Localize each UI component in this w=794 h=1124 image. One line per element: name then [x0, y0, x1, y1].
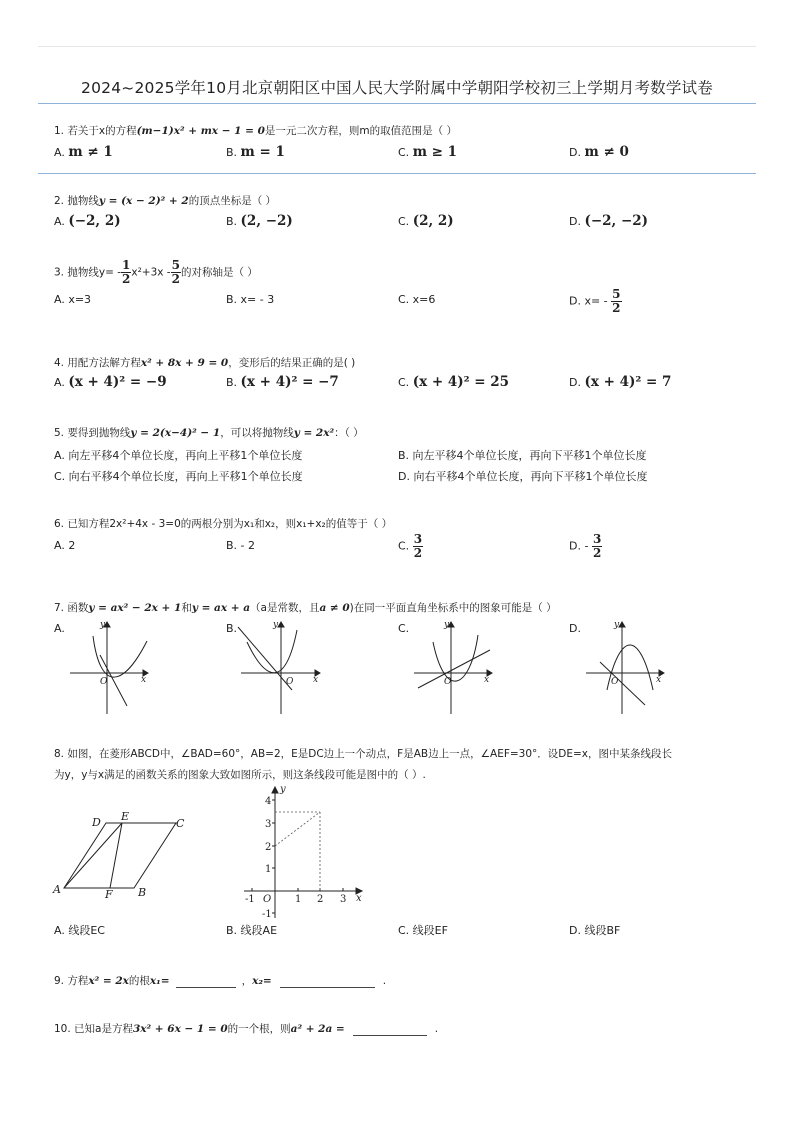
q8-tick-y3: 3: [265, 819, 272, 830]
q7-option-d[interactable]: D.: [569, 622, 581, 635]
q8-tick-x1: 1: [295, 894, 302, 905]
q2-option-b[interactable]: B. (2, −2): [226, 213, 293, 229]
q3-option-a[interactable]: A. x=3: [54, 293, 92, 306]
q4-option-c[interactable]: C. (x + 4)² = 25: [398, 374, 510, 390]
q8-label-f: F: [105, 888, 113, 901]
q1-option-c[interactable]: C. m ≥ 1: [398, 144, 458, 160]
q5-option-a[interactable]: A. 向左平移4个单位长度，再向上平移1个单位长度: [54, 449, 303, 462]
q8-graph-y-label: y: [280, 784, 286, 795]
q7b-origin: O: [286, 677, 294, 687]
q2-option-d[interactable]: D. (−2, −2): [569, 213, 649, 229]
q4-option-d[interactable]: D. (x + 4)² = 7: [569, 374, 672, 390]
question-7: 7. 函数y = ax² − 2x + 1和y = ax + a（a是常数，且a ≠ 0)在同一平面直角坐标系中的图象可能是（ ）: [54, 602, 557, 614]
q8-option-a[interactable]: A. 线段EC: [54, 924, 105, 937]
q7c-origin: O: [444, 677, 452, 687]
q7-option-a[interactable]: A.: [54, 622, 65, 635]
q10-blank[interactable]: [353, 1025, 427, 1036]
q8-label-c: C: [176, 817, 185, 830]
q8-rhombus: [64, 823, 176, 888]
q7b-y-label: y: [273, 620, 279, 630]
q8-tick-y1: 1: [265, 864, 272, 875]
q2-option-a[interactable]: A. (−2, 2): [54, 213, 121, 229]
q4-option-a[interactable]: A. (x + 4)² = −9: [54, 374, 167, 390]
q7b-x-label: x: [313, 675, 319, 685]
q8-tick-x2: 2: [317, 894, 324, 905]
q2-option-c[interactable]: C. (2, 2): [398, 213, 454, 229]
q8-label-d: D: [92, 816, 101, 829]
q8-label-a: A: [53, 883, 61, 896]
question-1: 1. 若关于x的方程(m−1)x² + mx − 1 = 0是一元二次方程，则m的取值范围是（ ）: [54, 125, 457, 137]
q5-option-b[interactable]: B. 向左平移4个单位长度，再向下平移1个单位长度: [398, 449, 647, 462]
q5-option-d[interactable]: D. 向右平移4个单位长度，再向下平移1个单位长度: [398, 470, 648, 483]
question-8-line-1: 8. 如图，在菱形ABCD中，∠BAD=60°，AB=2，E是DC边上一个动点，F是AB边上一点，∠AEF=30°．设DE=x，图中某条线段长: [54, 748, 673, 760]
q7c-x-label: x: [484, 675, 490, 685]
q7d-origin: O: [611, 677, 619, 687]
q8-tick-x3: 3: [340, 894, 347, 905]
q9-blank-2[interactable]: [280, 977, 375, 988]
q7-option-b[interactable]: B.: [226, 622, 238, 635]
q7a-x-label: x: [141, 675, 147, 685]
q3-option-d[interactable]: D. x= - $\frac{5}{2}$: [569, 287, 621, 315]
q4-option-b[interactable]: B. (x + 4)² = −7: [226, 374, 339, 390]
q7c-y-label: y: [444, 620, 450, 630]
page-title: 2024~2025学年10月北京朝阳区中国人民大学附属中学朝阳学校初三上学期月考数学试卷: [81, 79, 713, 97]
question-6: 6. 已知方程2x²+4x - 3=0的两根分别为x₁和x₂，则x₁+x₂的值等于（ ）: [54, 518, 393, 530]
q8-tick-x-neg1: -1: [245, 894, 255, 905]
q8-tick-y-neg1: -1: [262, 909, 272, 920]
question-4: 4. 用配方法解方程x² + 8x + 9 = 0，变形后的结果正确的是( ): [54, 357, 356, 369]
q8-option-d[interactable]: D. 线段BF: [569, 924, 621, 937]
question-3: 3. 抛物线y= - $\frac{1}{2}$ x²+3x - $\frac{5}{2}$ 的对称轴是（ ）: [54, 258, 258, 286]
q6-option-c[interactable]: C. $\frac{3}{2}$: [398, 532, 423, 560]
q7a-origin: O: [100, 677, 108, 687]
q9-blank-1[interactable]: [176, 977, 236, 988]
question-2: 2. 抛物线y = (x − 2)² + 2的顶点坐标是（ ）: [54, 195, 277, 207]
q1-option-a[interactable]: A. m ≠ 1: [54, 144, 113, 160]
q3-option-b[interactable]: B. x= - 3: [226, 293, 275, 306]
q6-option-b[interactable]: B. - 2: [226, 539, 256, 552]
q7d-x-label: x: [656, 675, 662, 685]
q8-graph-origin: O: [263, 894, 272, 905]
q1-option-d[interactable]: D. m ≠ 0: [569, 144, 629, 160]
q8-tick-y2: 2: [265, 842, 272, 853]
q8-label-b: B: [138, 886, 147, 899]
q3-option-c[interactable]: C. x=6: [398, 293, 436, 306]
q1-option-b[interactable]: B. m = 1: [226, 144, 285, 160]
q6-option-d[interactable]: D. - $\frac{3}{2}$: [569, 532, 602, 560]
question-8-line-2: 为y，y与x满足的函数关系的图象大致如图所示，则这条线段可能是图中的（ ）.: [54, 769, 426, 781]
question-5: 5. 要得到抛物线y = 2(x−4)² − 1，可以将抛物线y = 2x²：（ ）: [54, 427, 364, 439]
q8-graph-x-label: x: [356, 893, 362, 904]
question-10: 10. 已知a是方程3x² + 6x − 1 = 0的一个根，则a² + 2a = .: [54, 1023, 439, 1035]
question-9: 9. 方程x² = 2x的根x₁= ，x₂= .: [54, 975, 387, 987]
q8-label-e: E: [121, 810, 130, 823]
q7d-y-label: y: [614, 620, 620, 630]
q8-option-b[interactable]: B. 线段AE: [226, 924, 278, 937]
q5-option-c[interactable]: C. 向右平移4个单位长度，再向上平移1个单位长度: [54, 470, 303, 483]
q8-option-c[interactable]: C. 线段EF: [398, 924, 448, 937]
q8-tick-y4: 4: [265, 796, 272, 807]
q7-option-c[interactable]: C.: [398, 622, 410, 635]
q6-option-a[interactable]: A. 2: [54, 539, 76, 552]
q7a-y-label: y: [100, 620, 106, 630]
